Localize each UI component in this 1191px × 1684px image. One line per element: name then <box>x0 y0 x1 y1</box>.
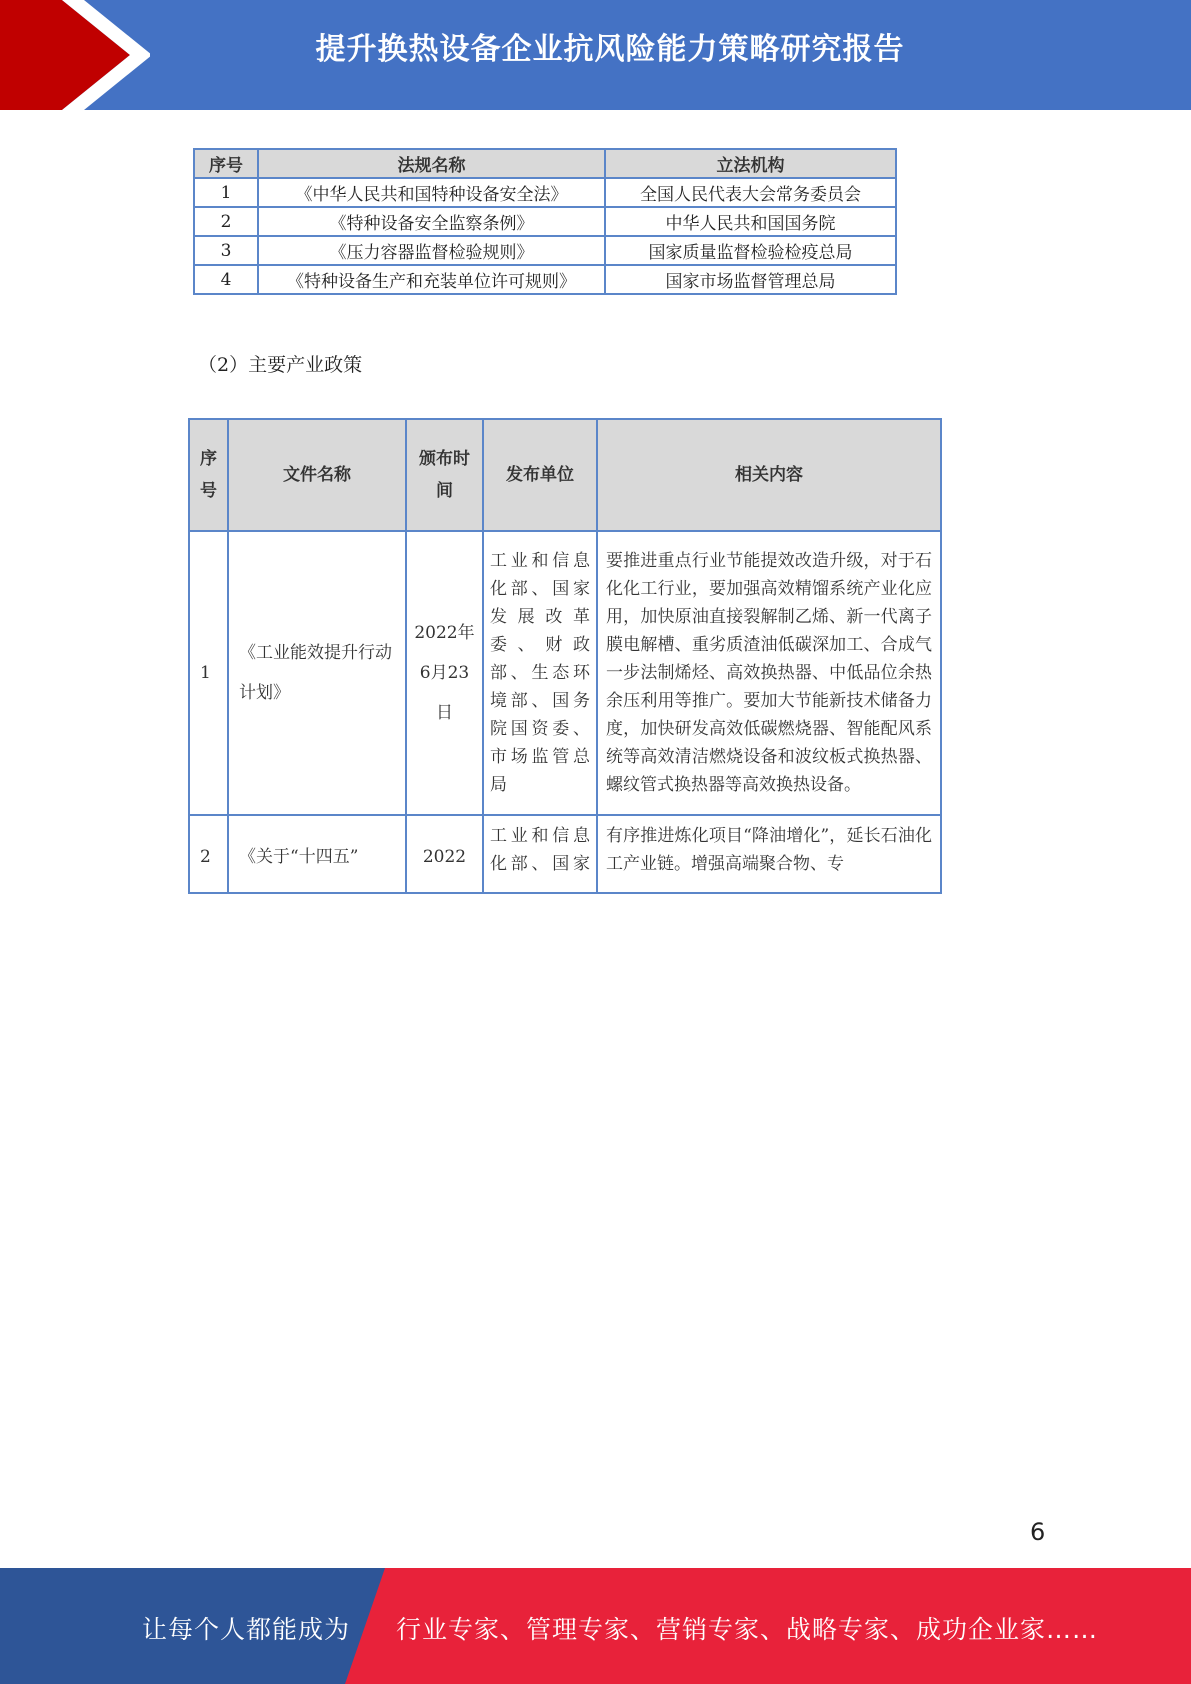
table-row <box>189 531 941 815</box>
table-cell: 2 <box>194 207 258 236</box>
regulations-table <box>193 148 897 295</box>
table-header-row <box>189 419 941 531</box>
table-cell: 《特种设备安全监察条例》 <box>258 207 605 236</box>
page-number: 6 <box>1030 1518 1046 1546</box>
column-header-issuer: 发布单位 <box>483 419 597 531</box>
page-header <box>0 0 1191 110</box>
table-row <box>194 207 896 236</box>
table-cell: 1 <box>194 178 258 207</box>
table-row <box>194 236 896 265</box>
table-cell-issue-date: 2022年6月23日 <box>406 531 483 815</box>
table-cell-issuer: 工业和信息化部、国家 <box>483 815 597 893</box>
footer-slogan-left: 让每个人都能成为 <box>142 1615 351 1644</box>
table-cell-content: 有序推进炼化项目“降油增化”，延长石油化工产业链。增强高端聚合物、专 <box>597 815 941 893</box>
table-cell-content: 要推进重点行业节能提效改造升级，对于石化化工行业，要加强高效精馏系统产业化应用，加快原油直接裂解制乙烯、新一代离子膜电解槽、重劣质渣油低碳深加工、合成气一步法制烯烃、高效换热器、中低品位余热余压利用等推广。要加大节能新技术储备力度，加快研发高效低碳燃烧器、智能配风系统等高效清洁燃烧设备和波纹板式换热器、螺纹管式换热器等高效换热设备。 <box>597 531 941 815</box>
column-header-seq: 序号 <box>194 149 258 178</box>
table-cell: 国家市场监督管理总局 <box>605 265 896 294</box>
table-row <box>194 265 896 294</box>
table-cell: 国家质量监督检验检疫总局 <box>605 236 896 265</box>
column-header-seq: 序号 <box>189 419 228 531</box>
table-cell: 《压力容器监督检验规则》 <box>258 236 605 265</box>
table-cell: 《特种设备生产和充装单位许可规则》 <box>258 265 605 294</box>
table-cell-issuer: 工业和信息化部、国家发展改革委、财政部、生态环境部、国务院国资委、市场监管总局 <box>483 531 597 815</box>
policy-table <box>188 418 942 894</box>
page-footer <box>0 1568 1191 1684</box>
table-cell-document-name: 《工业能效提升行动计划》 <box>228 531 406 815</box>
table-cell: 3 <box>194 236 258 265</box>
section-heading: （2）主要产业政策 <box>198 354 363 376</box>
table-cell-seq: 1 <box>189 531 228 815</box>
report-title: 提升换热设备企业抗风险能力策略研究报告 <box>315 32 905 67</box>
table-row <box>189 815 941 893</box>
column-header-legislature: 立法机构 <box>605 149 896 178</box>
column-header-regulation-name: 法规名称 <box>258 149 605 178</box>
table-cell-issue-date: 2022 <box>406 815 483 893</box>
table-cell: 全国人民代表大会常务委员会 <box>605 178 896 207</box>
footer-slogan-right: 行业专家、管理专家、营销专家、战略专家、成功企业家…… <box>396 1615 1099 1644</box>
table-cell: 中华人民共和国国务院 <box>605 207 896 236</box>
table-row <box>194 178 896 207</box>
column-header-issue-date: 颁布时间 <box>406 419 483 531</box>
column-header-content: 相关内容 <box>597 419 941 531</box>
header-chevron-decoration <box>0 0 150 110</box>
table-header-row <box>194 149 896 178</box>
table-cell-seq: 2 <box>189 815 228 893</box>
column-header-document-name: 文件名称 <box>228 419 406 531</box>
table-cell: 4 <box>194 265 258 294</box>
table-cell-document-name: 《关于“十四五” <box>228 815 406 893</box>
table-cell: 《中华人民共和国特种设备安全法》 <box>258 178 605 207</box>
